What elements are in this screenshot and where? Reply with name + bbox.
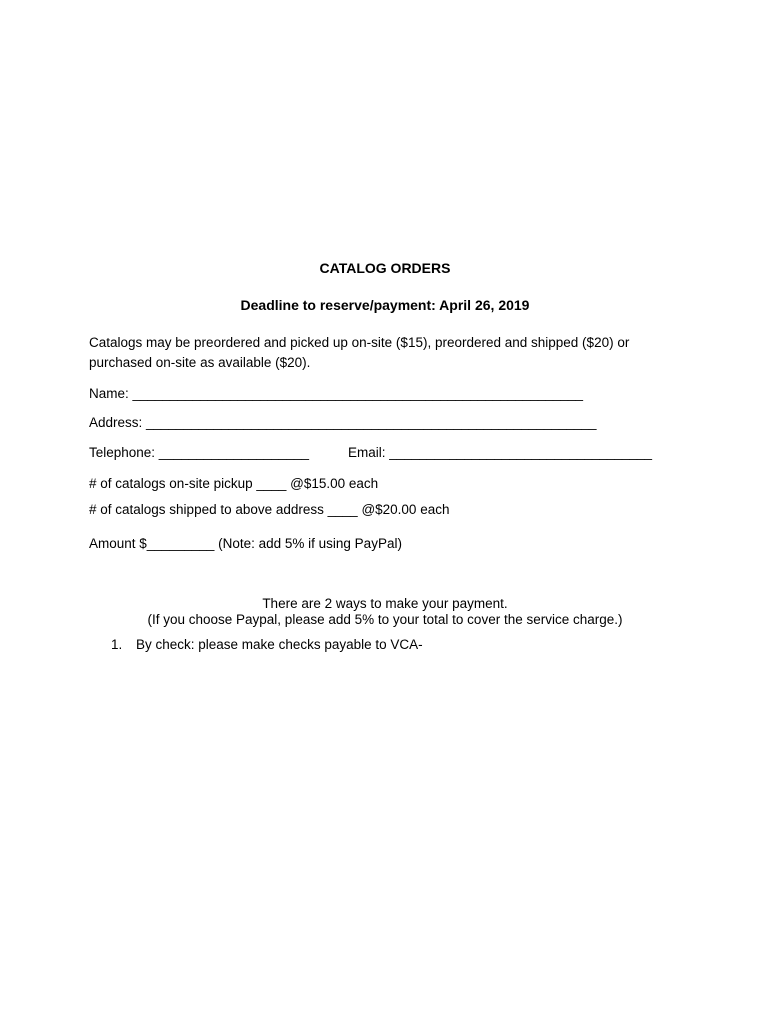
contact-row bbox=[0, 446, 770, 462]
address-field[interactable]: Address: ____________________________________________________________ bbox=[89, 415, 597, 430]
list-item bbox=[0, 638, 770, 654]
shipped-line[interactable]: # of catalogs shipped to above address ____ @$20.00 each bbox=[89, 502, 450, 517]
amount-line[interactable]: Amount $_________ (Note: add 5% if using PayPal) bbox=[89, 536, 402, 551]
name-field[interactable]: Name: ____________________________________________________________ bbox=[89, 386, 583, 401]
payment-intro: There are 2 ways to make your payment. bbox=[262, 596, 508, 611]
email-field[interactable]: Email: ___________________________________ bbox=[348, 445, 653, 460]
list-item-number: 1. bbox=[111, 637, 123, 652]
intro-line-1: Catalogs may be preordered and picked up on-site ($15), preordered and shipped ($20) or bbox=[89, 335, 630, 350]
telephone-field[interactable]: Telephone: ____________________ bbox=[89, 445, 309, 460]
document-title: CATALOG ORDERS bbox=[319, 260, 451, 276]
pickup-line[interactable]: # of catalogs on-site pickup ____ @$15.00 each bbox=[89, 476, 379, 491]
payment-note: (If you choose Paypal, please add 5% to your total to cover the service charge.) bbox=[147, 612, 623, 627]
list-item-text: By check: please make checks payable to VCA- bbox=[136, 637, 423, 652]
deadline-heading: Deadline to reserve/payment: April 26, 2019 bbox=[240, 297, 530, 313]
intro-line-2: purchased on-site as available ($20). bbox=[89, 355, 311, 370]
